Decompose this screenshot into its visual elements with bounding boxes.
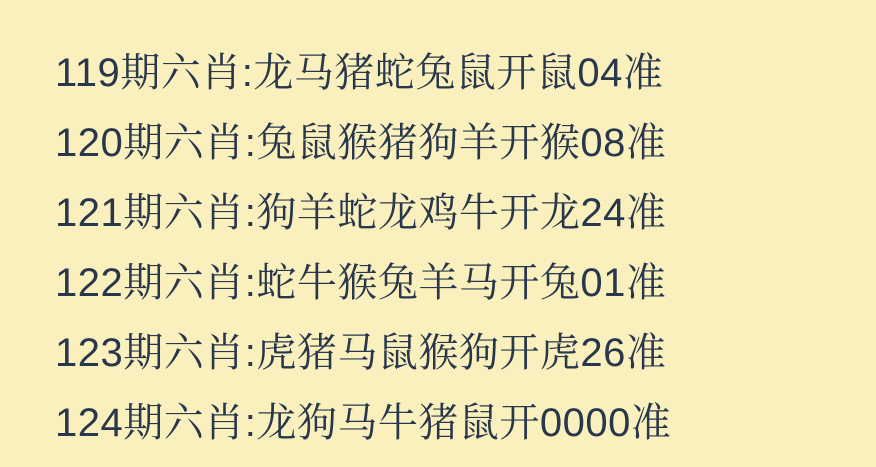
prediction-line-123: 123期六肖:虎猪马鼠猴狗开虎26准 — [55, 331, 667, 375]
prediction-line-121: 121期六肖:狗羊蛇龙鸡牛开龙24准 — [55, 191, 667, 235]
prediction-line-120: 120期六肖:兔鼠猴猪狗羊开猴08准 — [55, 121, 667, 165]
prediction-line-119: 119期六肖:龙马猪蛇兔鼠开鼠04准 — [55, 51, 664, 95]
prediction-line-122: 122期六肖:蛇牛猴兔羊马开兔01准 — [55, 261, 667, 305]
prediction-line-124: 124期六肖:龙狗马牛猪鼠开0000准 — [55, 401, 672, 445]
